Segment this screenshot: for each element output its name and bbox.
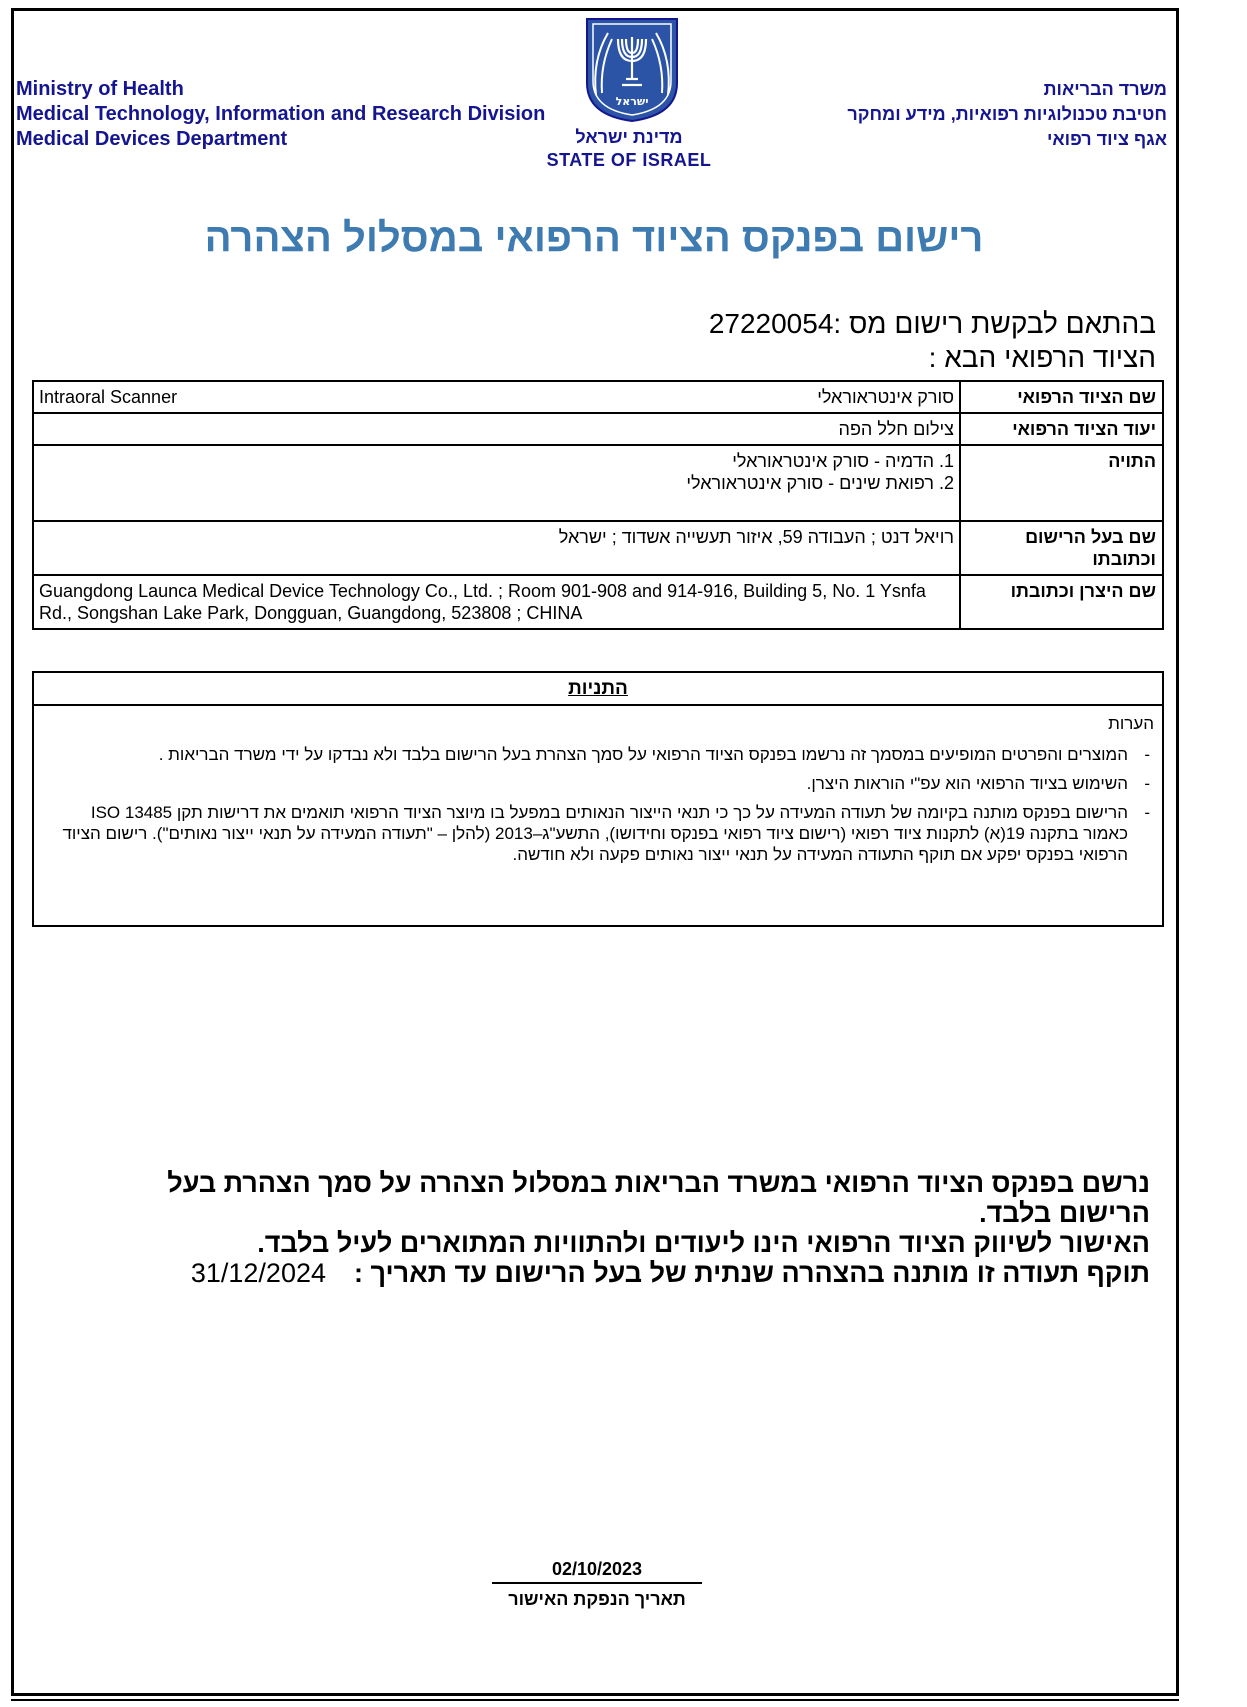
notes-list — [34, 744, 1162, 865]
indication-label: התויה — [960, 445, 1163, 521]
page-title: רישום בפנקס הציוד הרפואי במסלול הצהרה — [204, 216, 984, 260]
validity-prefix: תוקף תעודה זו מותנה בהצהרה שנתית של בעל הרישום עד תאריך : — [354, 1258, 1150, 1288]
table-row — [33, 381, 1163, 413]
department-he: אגף ציוד רפואי — [1046, 129, 1167, 149]
table-row — [33, 521, 1163, 575]
page-frame — [11, 8, 1179, 1696]
registration-statement — [90, 1168, 1150, 1288]
notes-label: הערות — [1108, 714, 1154, 733]
statement-line-1: נרשם בפנקס הציוד הרפואי במשרד הבריאות במסלול הצהרה על סמך הצהרת בעל הרישום בלבד. — [167, 1168, 1150, 1228]
registration-number: 27220054 — [708, 308, 834, 339]
list-item: - השימוש בציוד הרפואי הוא עפ"י הוראות היצרן. — [806, 774, 1150, 793]
intended-use-value: צילום חלל הפה — [33, 413, 960, 445]
note-text: השימוש בציוד הרפואי הוא עפ"י הוראות היצרן. — [806, 774, 1128, 793]
emblem-text: ישראל — [615, 95, 649, 108]
frame-bottom-line — [11, 1699, 1179, 1701]
device-name-cell — [33, 381, 960, 413]
indication-cell — [33, 445, 960, 521]
table-row — [33, 413, 1163, 445]
holder-value: רויאל דנט ; העבודה 59, איזור תעשייה אשדוד ; ישראל — [33, 521, 960, 575]
table-row — [33, 575, 1163, 629]
state-name-hebrew: מדינת ישראל — [575, 127, 683, 147]
request-line — [356, 307, 1156, 341]
device-name-he: סורק אינטראוראלי — [817, 387, 954, 407]
note-text: הרישום בפנקס מותנה בקיומה של תעודה המעידה על כך כי תנאי הייצור הנאותים במפעל בו מיוצר הציוד הרפואי תואמים את דרישות תקן ISO 13485 כאמור בתקנה 19(א) לתקנות ציוד רפואי (רישום ציוד רפואי בפנקס וחידושו), התשע"ג–2013 (להלן – "תעודה המעידה על תנאי ייצור נאותים"). רישום הציוד הרפואי בפנקס יפקע אם תוקף התעודה המעידה על תנאי ייצור נאותים פקעה ולא חודשה. — [62, 803, 1128, 864]
request-prefix: בהתאם לבקשת רישום מס : — [833, 308, 1156, 339]
indication-item: 1. הדמיה - סורק אינטראוראלי — [732, 451, 954, 471]
issue-date-label: תאריך הנפקת האישור — [508, 1589, 686, 1609]
table-row — [33, 445, 1163, 521]
indication-item: 2. רפואת שינים - סורק אינטראוראלי — [686, 473, 954, 493]
manufacturer-label: שם היצרן וכתובתו — [960, 575, 1163, 629]
list-item: - הרישום בפנקס מותנה בקיומה של תעודה המעידה על כך כי תנאי הייצור הנאותים במפעל בו מיוצר הציוד הרפואי תואמים את דרישות תקן ISO 13485 כאמור בתקנה 19(א) לתקנות ציוד רפואי (רישום ציוד רפואי בפנקס וחידושו), התשע"ג–2013 (להלן – "תעודה המעידה על תנאי ייצור נאותים"). רישום הציוד הרפואי בפנקס יפקע אם תוקף התעודה המעידה על תנאי ייצור נאותים פקעה ולא חודשה. — [62, 803, 1150, 864]
holder-label: שם בעל הרישום וכתובתו — [960, 521, 1163, 575]
header-left-en — [16, 77, 616, 152]
department-en: Medical Devices Department — [16, 128, 288, 150]
statement-line-3 — [90, 1258, 1150, 1288]
request-line-2: הציוד הרפואי הבא : — [928, 342, 1156, 373]
issue-date: 02/10/2023 — [492, 1559, 702, 1584]
device-name-label: שם הציוד הרפואי — [960, 381, 1163, 413]
ministry-he: משרד הבריאות — [1043, 79, 1167, 99]
conditions-box — [32, 671, 1164, 927]
division-en: Medical Technology, Information and Research Division — [16, 103, 546, 125]
manufacturer-value: Guangdong Launca Medical Device Technology Co., Ltd. ; Room 901-908 and 914-916, Building 5, No. 1 Ysnfa Rd., Songshan Lake Park, Dongguan, Guangdong, 523808 ; CHINA — [33, 575, 960, 629]
state-emblem-icon — [582, 15, 682, 125]
device-name-en: Intraoral Scanner — [39, 387, 178, 407]
conditions-title: התניות — [34, 673, 1162, 706]
ministry-en: Ministry of Health — [16, 78, 184, 100]
valid-until-date: 31/12/2024 — [190, 1258, 326, 1288]
intended-use-label: יעוד הציוד הרפואי — [960, 413, 1163, 445]
note-text: המוצרים והפרטים המופיעים במסמך זה נרשמו בפנקס הציוד הרפואי על סמך הצהרת בעל הרישום בלבד ולא נבדקו על ידי משרד הבריאות . — [158, 745, 1128, 764]
division-he: חטיבת טכנולוגיות רפואיות, מידע ומחקר — [847, 104, 1167, 124]
header-right-he — [747, 77, 1167, 152]
state-name-english: STATE OF ISRAEL — [546, 150, 712, 170]
list-item: - המוצרים והפרטים המופיעים במסמך זה נרשמו בפנקס הציוד הרפואי על סמך הצהרת בעל הרישום בלבד ולא נבדקו על ידי משרד הבריאות . — [158, 745, 1150, 764]
device-details-table — [32, 380, 1164, 630]
request-block — [356, 307, 1156, 375]
statement-line-2: האישור לשיווק הציוד הרפואי הינו ליעודים ולהתוויות המתוארים לעיל בלבד. — [257, 1228, 1150, 1258]
